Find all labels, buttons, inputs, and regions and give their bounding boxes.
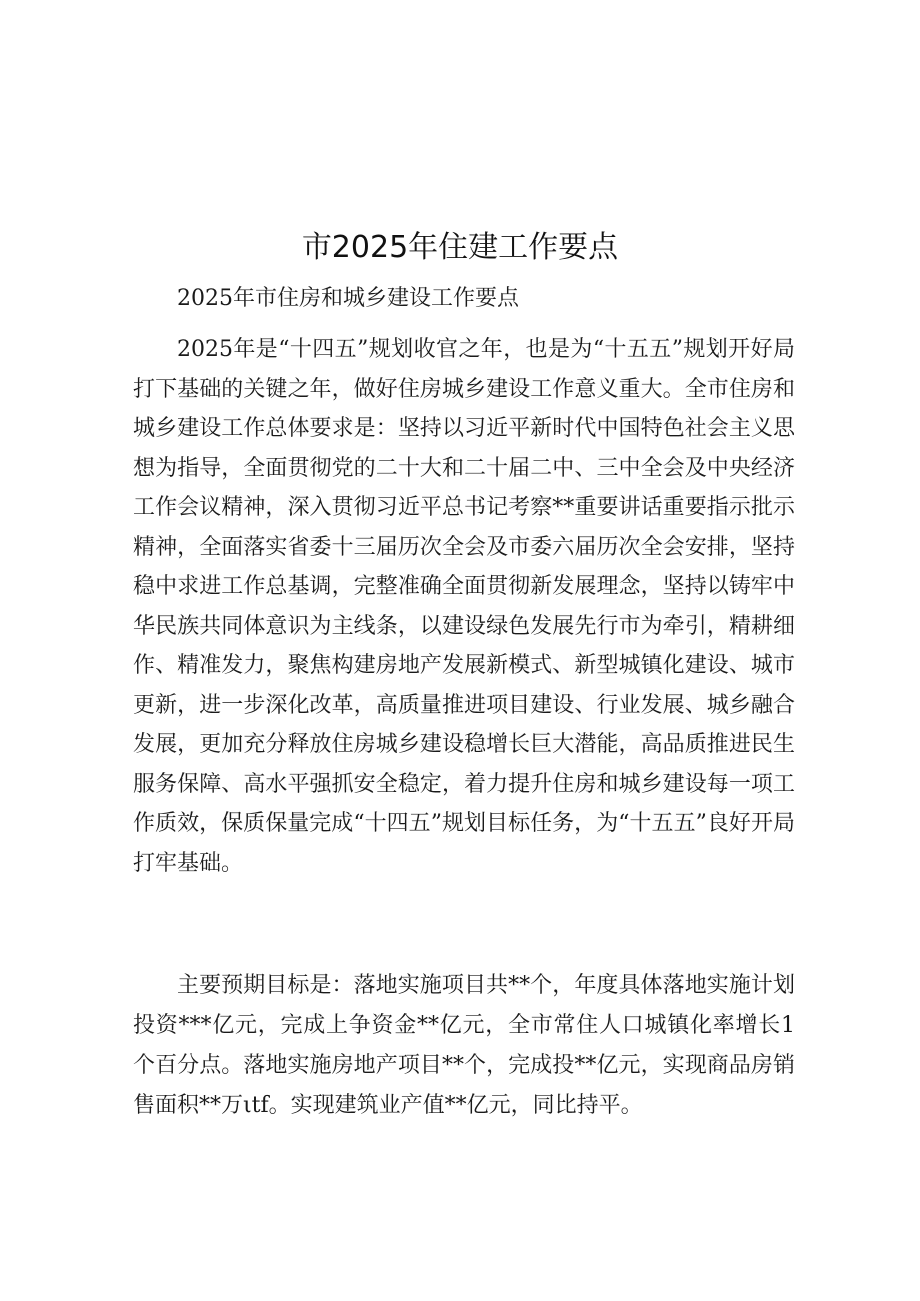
document-subtitle: 2025年市住房和城乡建设工作要点 [177, 286, 519, 311]
paragraph-general-requirements: 2025年是“十四五”规划收官之年，也是为“十五五”规划开好局打下基础的关键之年，做好住房城乡建设工作意义重大。全市住房和城乡建设工作总体要求是：坚持以习近平新时代中国特色社会主义思想为指导，全面贯彻党的二十大和二十届二中、三中全会及中央经济工作会议精神，深入贯彻习近平总书记考察**重要讲话重要指示批示精神，全面落实省委十三届历次全会及市委六届历次全会安排，坚持稳中求进工作总基调，完整准确全面贯彻新发展理念，坚持以铸牢中华民族共同体意识为主线条，以建设绿色发展先行市为牵引，精耕细作、精准发力，聚焦构建房地产发展新模式、新型城镇化建设、城市更新，进一步深化改革，高质量推进项目建设、行业发展、城乡融合发展，更加充分释放住房城乡建设稳增长巨大潜能，高品质推进民生服务保障、高水平强抓安全稳定，着力提升住房和城乡建设每一项工作质效，保质保量完成“十四五”规划目标任务，为“十五五”良好开局打牢基础。 [133, 337, 795, 876]
paragraph-expected-targets: 主要预期目标是：落地实施项目共**个，年度具体落地实施计划投资***亿元，完成上争资金**亿元，全市常住人口城镇化率增长1个百分点。落地实施房地产项目**个，完成投**亿元，实现商品房销售面积**万ιtf。实现建筑业产值**亿元，同比持平。 [133, 973, 795, 1118]
document-title: 市2025年住建工作要点 [301, 230, 619, 265]
